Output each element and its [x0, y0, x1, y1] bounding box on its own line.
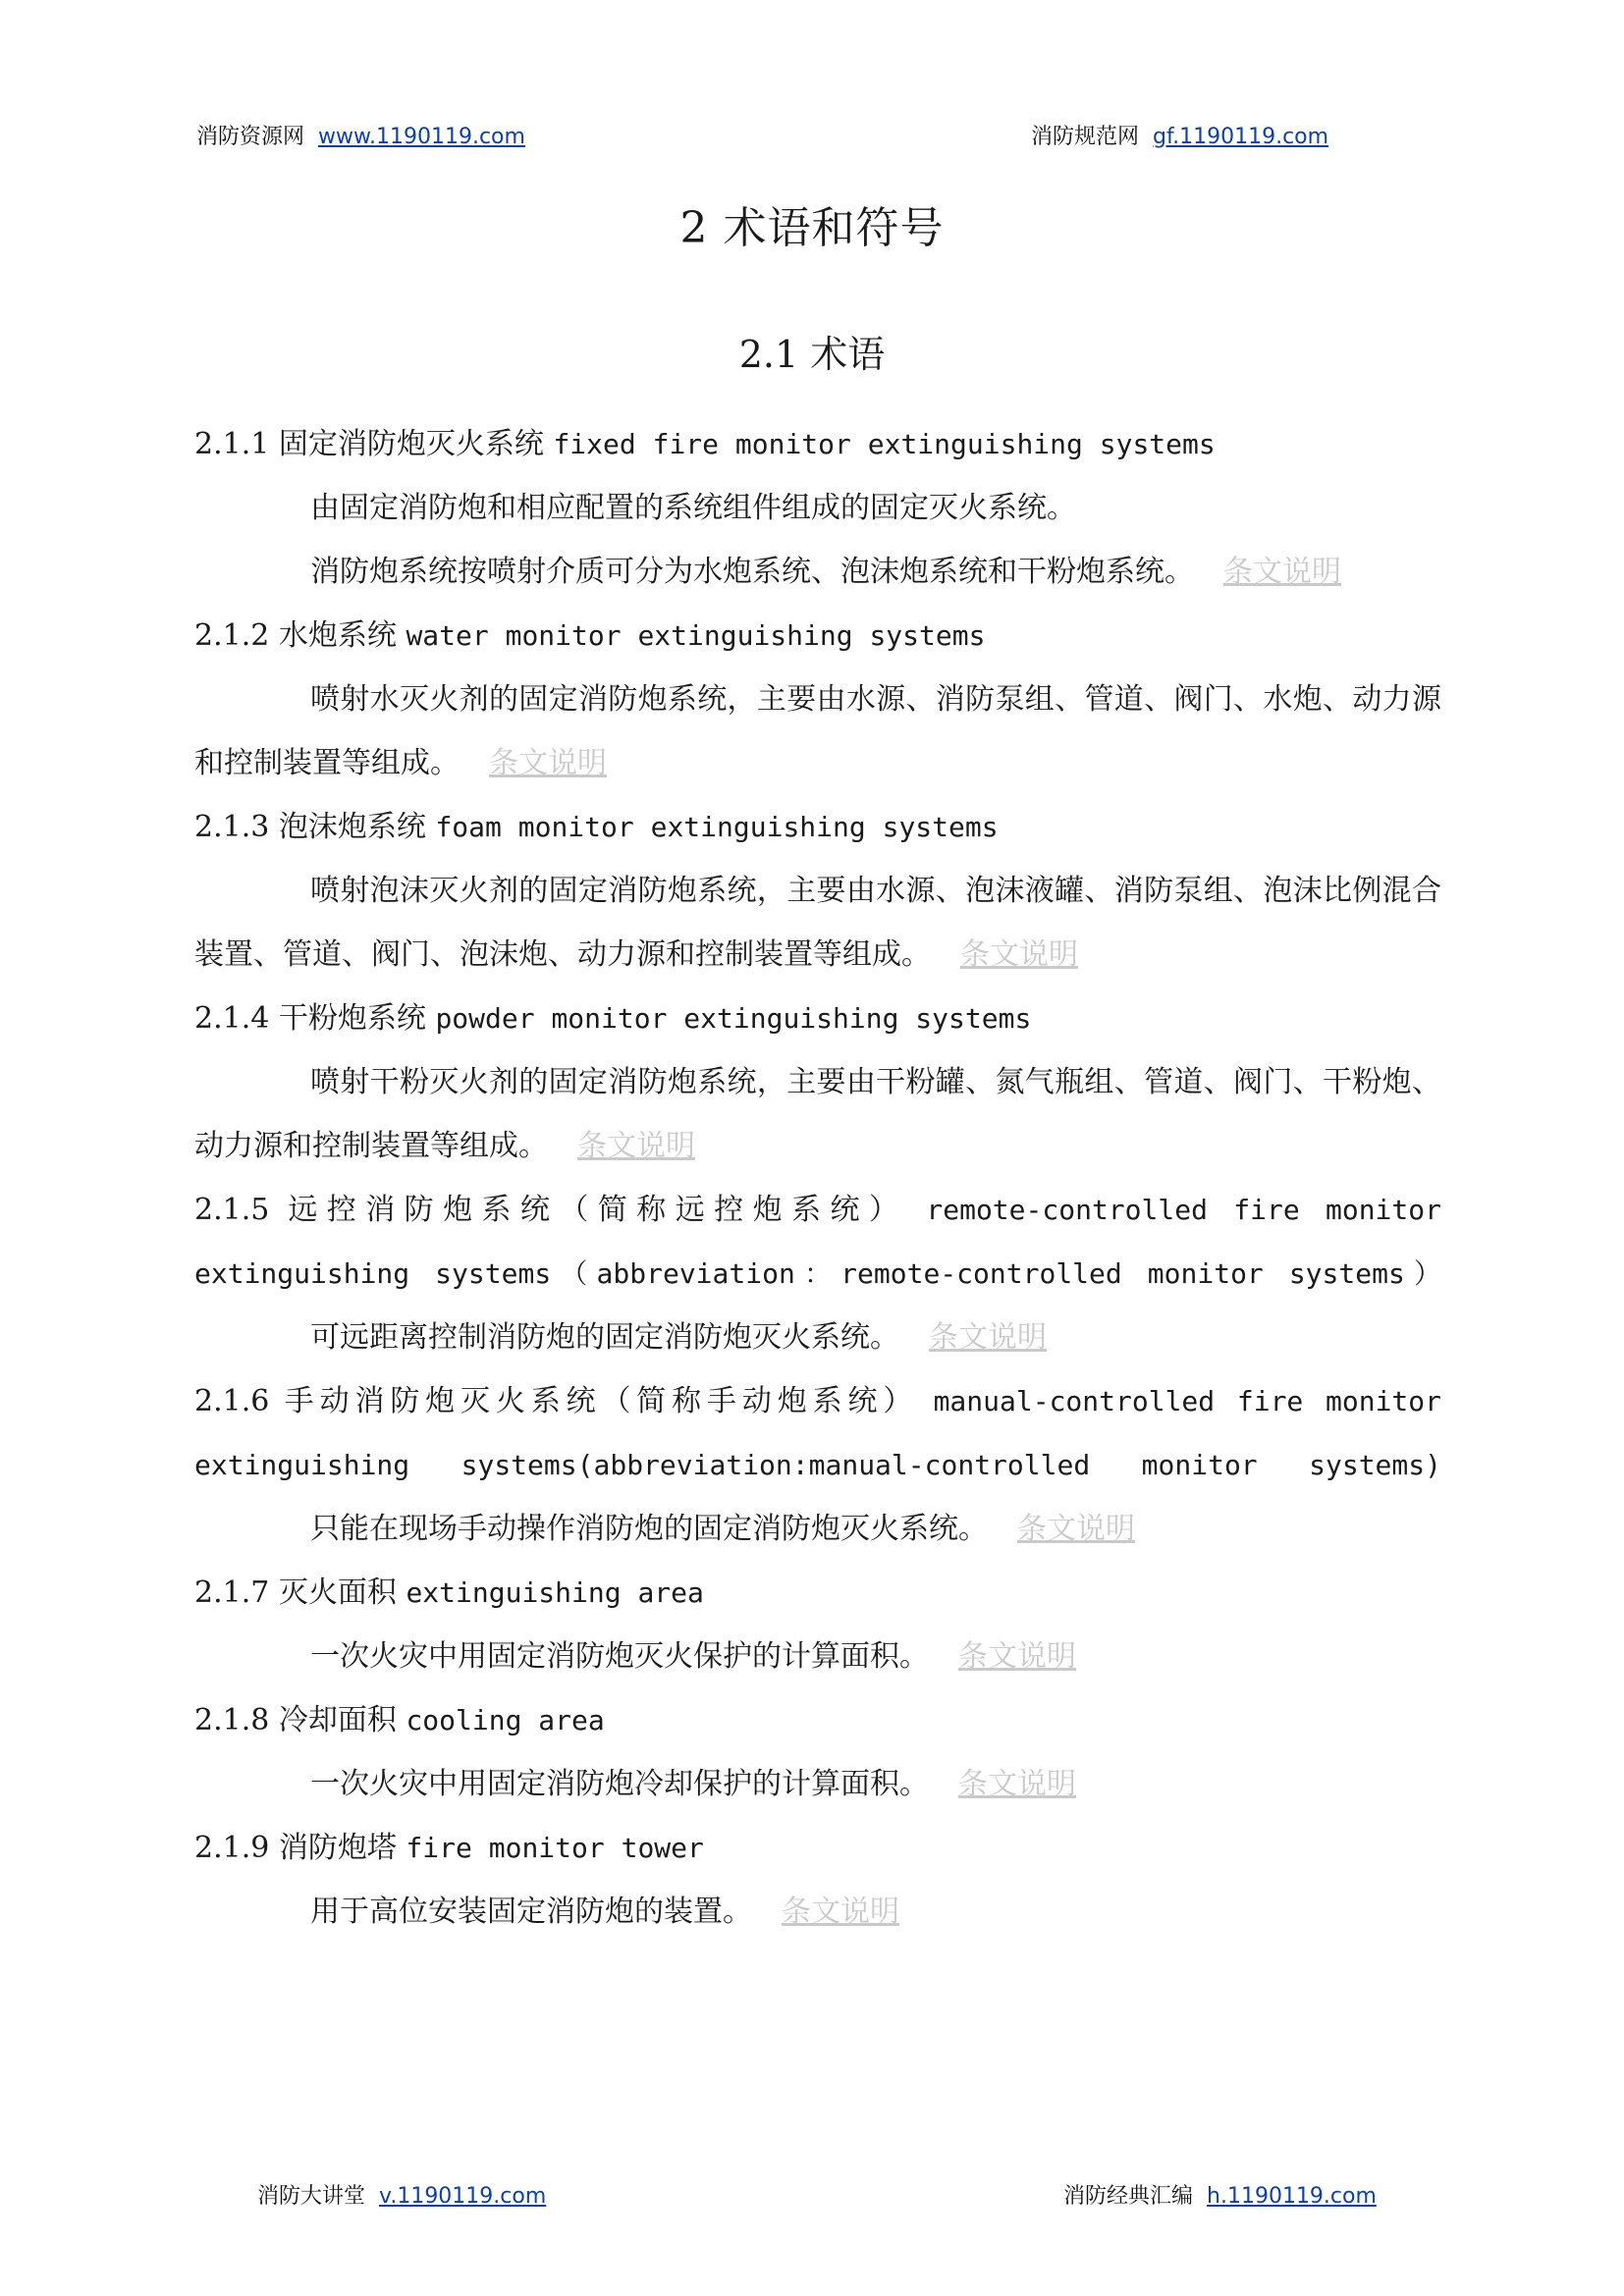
term-number: 2.1.9 [194, 1831, 270, 1865]
term-definition [194, 1752, 1441, 1816]
clause-explanation-link[interactable]: 条文说明 [1017, 1512, 1135, 1546]
footer-left-label: 消防大讲堂 [257, 2184, 366, 2209]
header-right-link[interactable]: gf.1190119.com [1153, 125, 1329, 149]
clause-explanation-link[interactable]: 条文说明 [958, 1639, 1076, 1674]
term-heading [194, 1369, 1441, 1497]
term-chinese: 干粉炮系统 [278, 1001, 426, 1036]
term-chinese: 固定消防炮灭火系统 [278, 427, 544, 461]
term-english: fire monitor tower [406, 1832, 704, 1864]
term-chinese: 手动消防炮灭火系统（简称手动炮系统） [284, 1384, 919, 1418]
term-heading [194, 1561, 1441, 1625]
term-definition-text: 用于高位安装固定消防炮的装置。 [310, 1895, 752, 1929]
term-english: water monitor extinguishing systems [406, 619, 986, 652]
term-english: foam monitor extinguishing systems [435, 811, 999, 843]
term-definition-text: 只能在现场手动操作消防炮的固定消防炮灭火系统。 [310, 1512, 988, 1546]
term-definition [194, 1880, 1441, 1944]
term-chinese: 灭火面积 [278, 1575, 397, 1610]
term-heading [194, 987, 1441, 1050]
term-number: 2.1.7 [194, 1575, 270, 1610]
term-definition [194, 1625, 1441, 1688]
chapter-title: 2 术语和符号 [679, 203, 945, 253]
term-definition-text: 一次火灾中用固定消防炮冷却保护的计算面积。 [310, 1767, 929, 1801]
term-number: 2.1.6 [194, 1384, 270, 1418]
term-definition [194, 859, 1441, 987]
term-english: fixed fire monitor extinguishing systems [553, 428, 1216, 460]
term-definition-text: 可远距离控制消防炮的固定消防炮灭火系统。 [310, 1320, 899, 1355]
term-definition [194, 1050, 1441, 1178]
header-right-label: 消防规范网 [1031, 125, 1140, 149]
term-chinese: 远控消防炮系统（简称远控炮系统） [288, 1193, 908, 1227]
clause-explanation-link[interactable]: 条文说明 [577, 1129, 695, 1163]
term-chinese: 水炮系统 [278, 618, 397, 653]
footer-left [257, 2179, 546, 2210]
term-definition-text: 喷射水灭火剂的固定消防炮系统，主要由水源、消防泵组、管道、阀门、水炮、动力源和控制装置等组成。 [194, 682, 1441, 780]
term-definition-text: 一次火灾中用固定消防炮灭火保护的计算面积。 [310, 1639, 929, 1674]
footer-right-label: 消防经典汇编 [1063, 2184, 1194, 2209]
terms-list [194, 412, 1441, 1944]
section-title: 2.1 术语 [738, 333, 886, 376]
term-heading [194, 412, 1441, 476]
term-chinese: 冷却面积 [278, 1703, 397, 1737]
term-heading [194, 795, 1441, 859]
term-definition [194, 1306, 1441, 1369]
term-english: cooling area [406, 1704, 605, 1736]
term-definition [194, 667, 1441, 795]
term-definition-text: 喷射干粉灭火剂的固定消防炮系统，主要由干粉罐、氮气瓶组、管道、阀门、干粉炮、动力源和控制装置等组成。 [194, 1065, 1441, 1163]
term-chinese: 泡沫炮系统 [278, 810, 426, 844]
term-english: manual-controlled fire monitor extinguishing systems(abbreviation:manual-controlled monitor systems) [194, 1385, 1441, 1481]
term-heading [194, 1688, 1441, 1752]
footer-left-link[interactable]: v.1190119.com [379, 2184, 547, 2209]
term-heading [194, 604, 1441, 667]
clause-explanation-link[interactable]: 条文说明 [489, 746, 607, 780]
term-definition [194, 1497, 1441, 1561]
header-left [196, 120, 525, 150]
clause-explanation-link[interactable]: 条文说明 [1223, 555, 1341, 589]
term-number: 2.1.2 [194, 618, 270, 653]
term-note-text: 消防炮系统按喷射介质可分为水炮系统、泡沫炮系统和干粉炮系统。 [310, 555, 1194, 589]
term-number: 2.1.5 [194, 1193, 270, 1227]
term-definition-text: 喷射泡沫灭火剂的固定消防炮系统，主要由水源、泡沫液罐、消防泵组、泡沫比例混合装置、管道、阀门、泡沫炮、动力源和控制装置等组成。 [194, 874, 1441, 972]
term-heading [194, 1816, 1441, 1880]
header-left-label: 消防资源网 [196, 125, 305, 149]
term-english: remote-controlled fire monitor extinguishing systems（abbreviation：remote-controlled monitor systems） [194, 1194, 1441, 1290]
term-english: powder monitor extinguishing systems [435, 1002, 1032, 1035]
clause-explanation-link[interactable]: 条文说明 [960, 937, 1078, 972]
term-chinese: 消防炮塔 [278, 1831, 397, 1865]
term-heading [194, 1178, 1441, 1306]
term-definition: 由固定消防炮和相应配置的系统组件组成的固定灭火系统。 [310, 491, 1076, 525]
header-right [1031, 120, 1328, 150]
term-note [194, 540, 1441, 604]
clause-explanation-link[interactable]: 条文说明 [958, 1767, 1076, 1801]
term-number: 2.1.3 [194, 810, 270, 844]
footer-right-link[interactable]: h.1190119.com [1207, 2184, 1377, 2209]
term-number: 2.1.1 [194, 427, 270, 461]
clause-explanation-link[interactable]: 条文说明 [782, 1895, 899, 1929]
clause-explanation-link[interactable]: 条文说明 [929, 1320, 1047, 1355]
header-left-link[interactable]: www.1190119.com [318, 125, 525, 149]
term-number: 2.1.8 [194, 1703, 270, 1737]
footer-right [1063, 2179, 1377, 2210]
term-english: extinguishing area [406, 1576, 704, 1609]
term-number: 2.1.4 [194, 1001, 270, 1036]
